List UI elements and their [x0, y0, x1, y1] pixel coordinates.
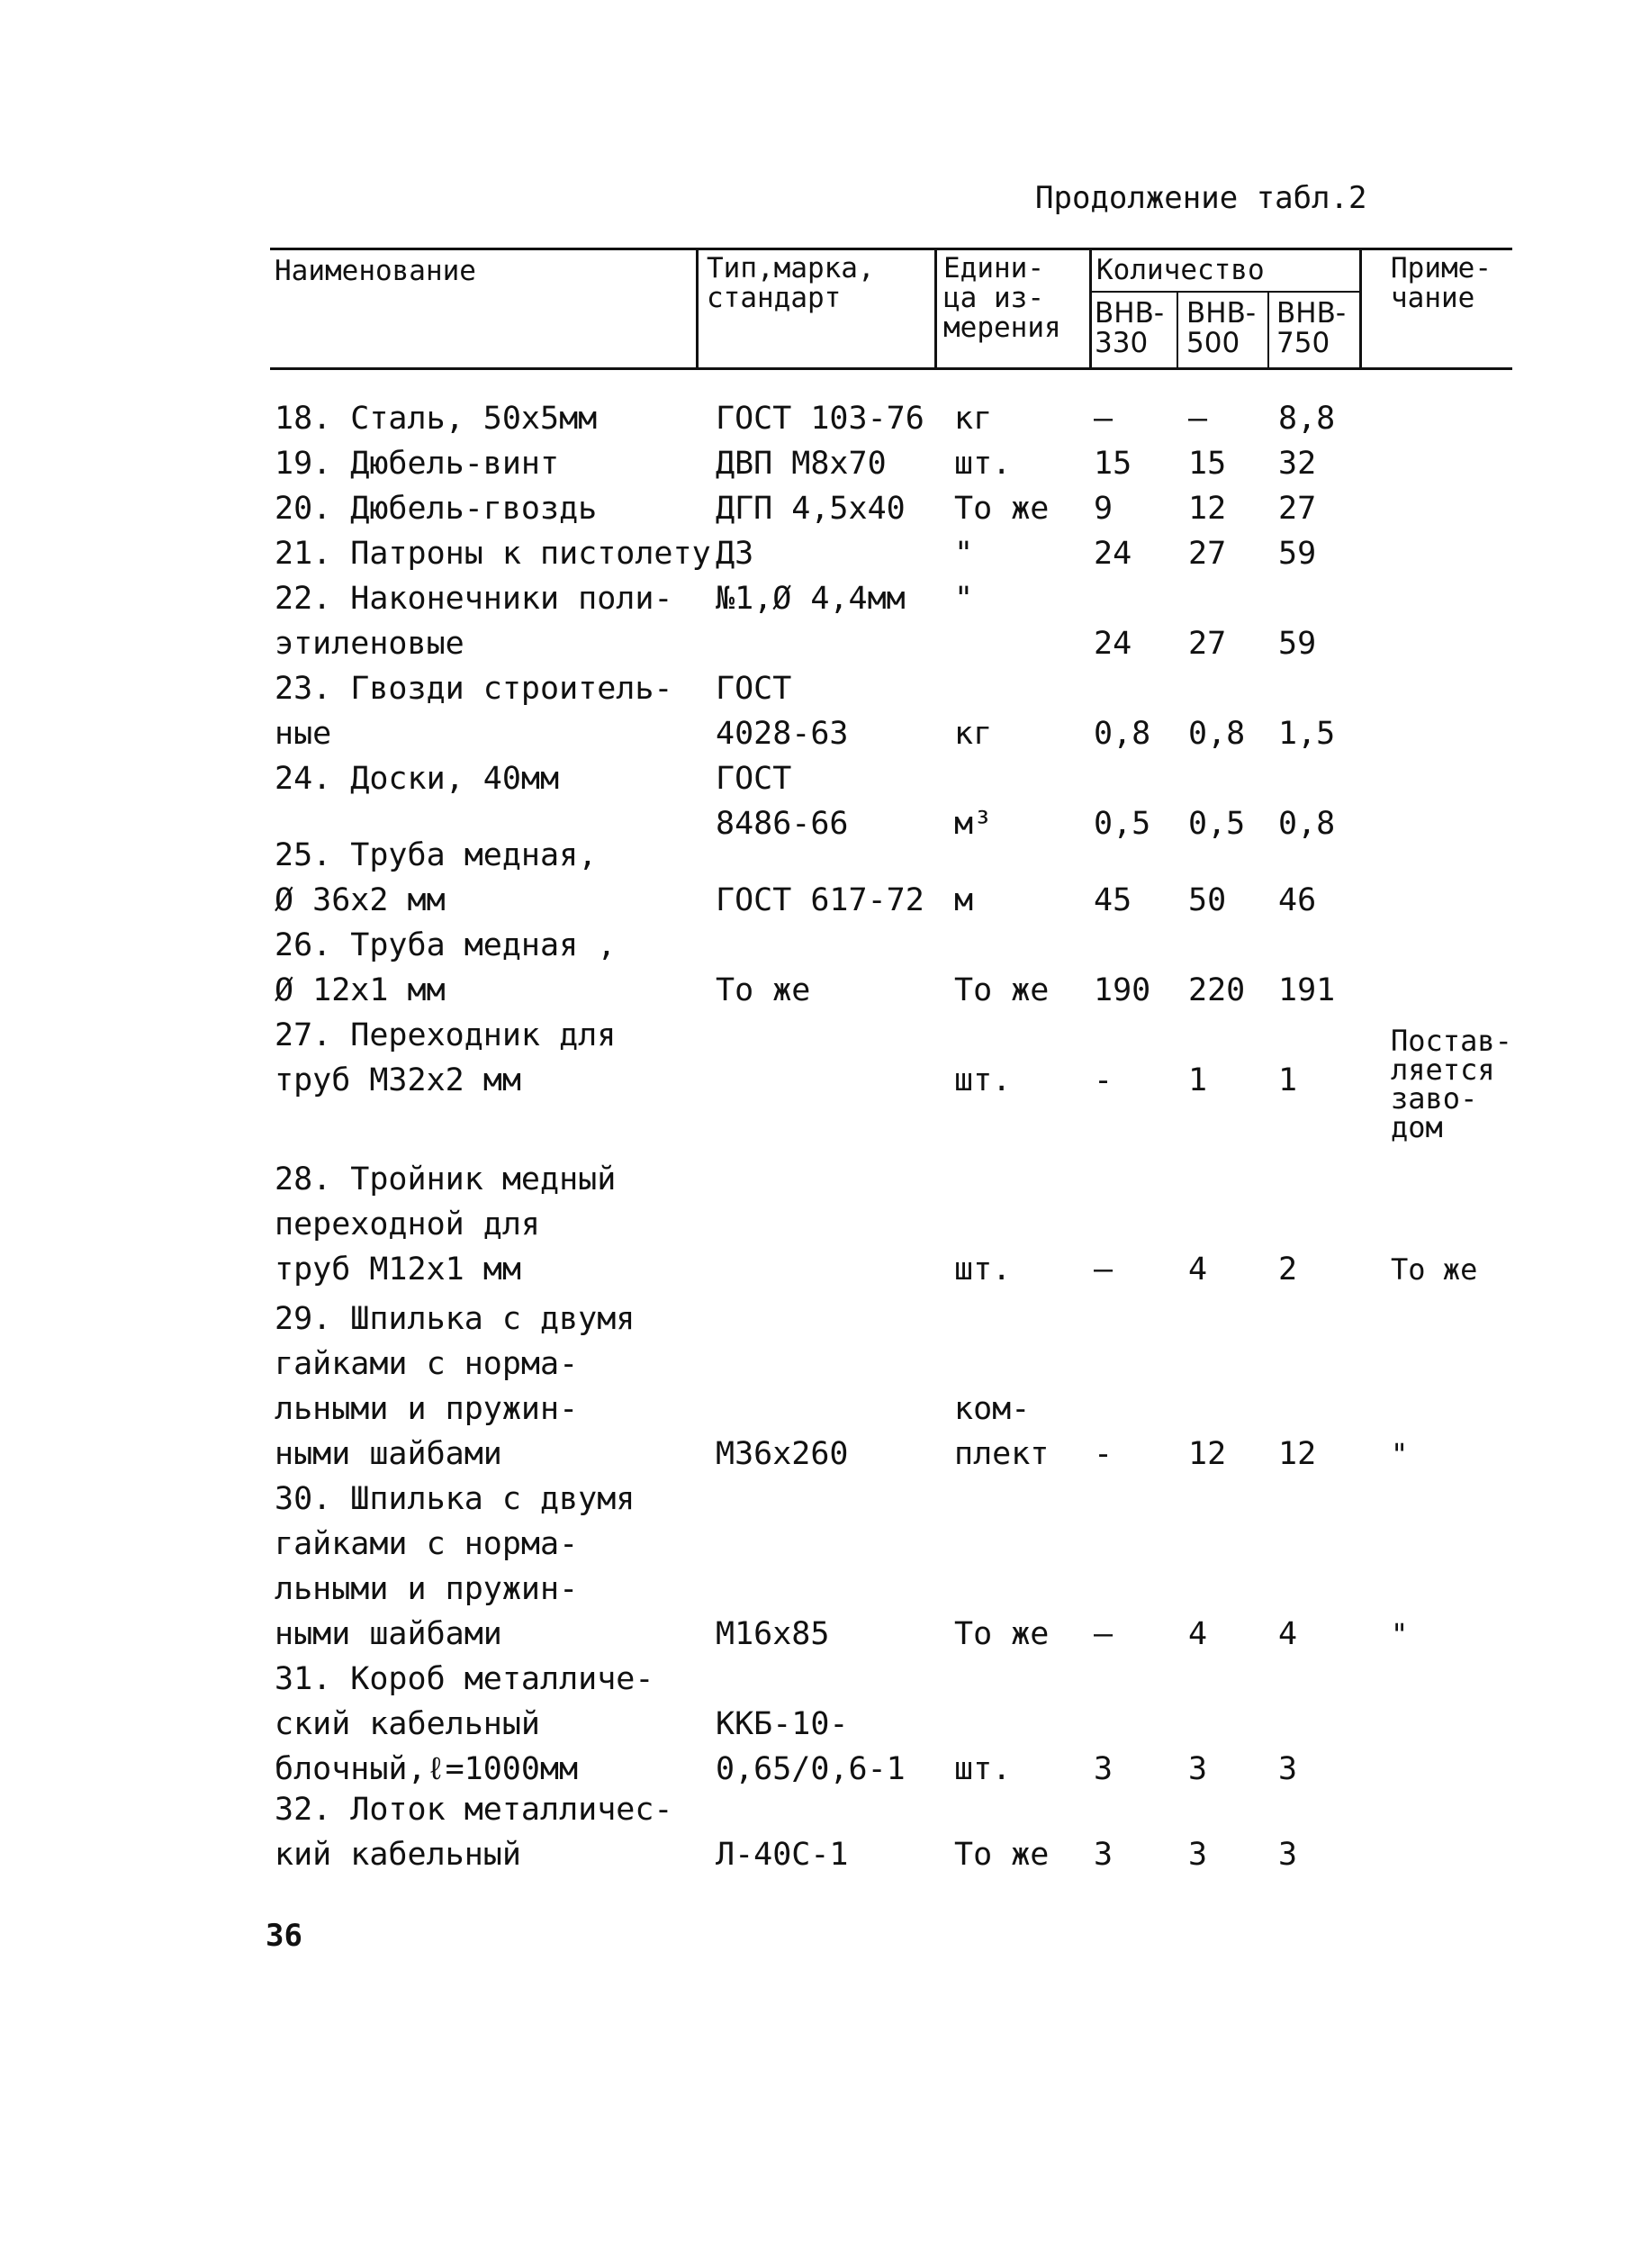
row-qty-q2: 12	[1188, 1436, 1227, 1472]
col-divider-3	[1089, 249, 1092, 367]
col-divider-5	[1267, 293, 1269, 367]
qty-divider-rule	[1089, 291, 1359, 293]
row-qty-q1: 45	[1094, 882, 1132, 918]
row-name: ными шайбами	[275, 1436, 502, 1472]
row-qty-q2: 3	[1188, 1837, 1208, 1873]
col-divider-1	[696, 249, 699, 367]
row-note: То же	[1391, 1252, 1478, 1287]
row-type: ДВП М8х70	[716, 446, 887, 482]
row-name: 28. Тройник медный	[275, 1161, 617, 1197]
row-name: 29. Шпилька с двумя	[275, 1301, 636, 1337]
row-unit: м	[954, 882, 974, 918]
row-name: 30. Шпилька с двумя	[275, 1481, 636, 1517]
header-model-line: ВНВ-	[1186, 297, 1257, 330]
row-name: ными шайбами	[275, 1616, 502, 1652]
row-unit: То же	[954, 491, 1050, 527]
page-number: 36	[266, 1918, 302, 1954]
row-name: гайками с норма-	[275, 1346, 579, 1382]
row-note: ляется	[1391, 1053, 1495, 1087]
header-unit-line: ца из-	[943, 282, 1044, 314]
row-type: ККБ-10-	[716, 1706, 849, 1742]
row-qty-q3: 59	[1278, 536, 1317, 572]
row-qty-q1: –	[1094, 1616, 1114, 1652]
row-name: труб М12х1 мм	[275, 1251, 521, 1288]
header-type	[707, 254, 875, 313]
row-qty-q3: 3	[1278, 1837, 1298, 1873]
row-qty-q3: 27	[1278, 491, 1317, 527]
header-model-line: ВНВ-	[1276, 297, 1347, 330]
header-model-line: 750	[1276, 327, 1330, 359]
row-type: 0,65/0,6-1	[716, 1751, 906, 1787]
row-name: 32. Лоток металличес-	[275, 1792, 673, 1828]
header-model-line: 330	[1095, 327, 1149, 359]
row-unit: м³	[954, 806, 993, 842]
row-type: М36х260	[716, 1436, 849, 1472]
row-type: 4028-63	[716, 716, 849, 752]
row-qty-q2: 4	[1188, 1616, 1208, 1652]
row-type: ГОСТ 103-76	[716, 401, 924, 437]
row-qty-q3: 3	[1278, 1751, 1298, 1787]
row-name: этиленовые	[275, 626, 464, 662]
header-name: Наименование	[275, 255, 476, 287]
header-model-line: 500	[1186, 327, 1240, 359]
row-qty-q2: 27	[1188, 536, 1227, 572]
row-name: Ø 36х2 мм	[275, 882, 446, 918]
row-qty-q1: 0,5	[1094, 806, 1151, 842]
header-qty: Количество	[1096, 254, 1265, 286]
row-qty-q3: 1,5	[1278, 716, 1336, 752]
row-unit: плект	[954, 1436, 1050, 1472]
row-qty-q3: 0,8	[1278, 806, 1336, 842]
row-name: 31. Короб металличе-	[275, 1661, 654, 1697]
col-divider-2	[934, 249, 937, 367]
row-name: 26. Труба медная ,	[275, 927, 617, 963]
row-qty-q1: -	[1094, 1062, 1114, 1098]
row-name: 18. Сталь, 50х5мм	[275, 401, 598, 437]
row-name: 22. Наконечники поли-	[275, 581, 673, 617]
row-qty-q1: 3	[1094, 1837, 1114, 1873]
row-name: 21. Патроны к пистолету	[275, 536, 711, 572]
row-name: переходной для	[275, 1206, 541, 1242]
header-type-line: стандарт	[707, 282, 842, 314]
header-unit-line: Едини-	[943, 252, 1044, 285]
row-qty-q1: 15	[1094, 446, 1132, 482]
row-name: блочный,ℓ=1000мм	[275, 1751, 579, 1787]
row-qty-q1: 9	[1094, 491, 1114, 527]
row-name: гайками с норма-	[275, 1526, 579, 1562]
header-unit	[943, 254, 1061, 343]
header-model-500	[1186, 299, 1256, 358]
row-name: труб М32х2 мм	[275, 1062, 521, 1098]
row-qty-q1: 0,8	[1094, 716, 1151, 752]
row-unit: То же	[954, 1837, 1050, 1873]
row-unit: шт.	[954, 1751, 1012, 1787]
row-type: ДГП 4,5х40	[716, 491, 906, 527]
header-bottom-rule	[270, 367, 1512, 370]
row-qty-q1: -	[1094, 1436, 1114, 1472]
row-type: ГОСТ 617-72	[716, 882, 924, 918]
row-qty-q3: 2	[1278, 1251, 1298, 1288]
header-model-line: ВНВ-	[1095, 297, 1165, 330]
row-qty-q2: 3	[1188, 1751, 1208, 1787]
row-qty-q2: 0,8	[1188, 716, 1246, 752]
row-type: ГОСТ	[716, 761, 792, 797]
row-unit: То же	[954, 972, 1050, 1008]
header-note-line: чание	[1391, 282, 1475, 314]
row-name: 19. Дюбель-винт	[275, 446, 560, 482]
row-qty-q3: 1	[1278, 1062, 1298, 1098]
row-qty-q3: 4	[1278, 1616, 1298, 1652]
col-divider-4	[1177, 293, 1178, 367]
row-qty-q2: 1	[1188, 1062, 1208, 1098]
header-note-line: Приме-	[1391, 252, 1492, 285]
row-name: 25. Труба медная,	[275, 837, 598, 873]
row-type: 8486-66	[716, 806, 849, 842]
row-qty-q2: 27	[1188, 626, 1227, 662]
row-qty-q3: 59	[1278, 626, 1317, 662]
row-name: 24. Доски, 40мм	[275, 761, 560, 797]
row-name: ные	[275, 716, 332, 752]
header-top-rule	[270, 248, 1512, 250]
row-unit: "	[954, 581, 974, 617]
row-qty-q2: 15	[1188, 446, 1227, 482]
col-divider-6	[1359, 249, 1362, 367]
row-name: 27. Переходник для	[275, 1017, 617, 1053]
row-qty-q2: 50	[1188, 882, 1227, 918]
row-note: заво-	[1391, 1081, 1478, 1116]
row-qty-q1: –	[1094, 401, 1114, 437]
table-caption: Продолжение табл.2	[1035, 180, 1367, 216]
row-unit: шт.	[954, 1251, 1012, 1288]
row-qty-q1: 24	[1094, 536, 1132, 572]
row-qty-q3: 46	[1278, 882, 1317, 918]
row-unit: шт.	[954, 1062, 1012, 1098]
row-qty-q1: 190	[1094, 972, 1151, 1008]
row-name: льными и пружин-	[275, 1571, 579, 1607]
row-qty-q2: 12	[1188, 491, 1227, 527]
row-type: Л-40С-1	[716, 1837, 849, 1873]
row-qty-q2: 0,5	[1188, 806, 1246, 842]
row-qty-q3: 191	[1278, 972, 1336, 1008]
header-model-750	[1276, 299, 1346, 358]
row-unit: ком-	[954, 1391, 1031, 1427]
row-name: 20. Дюбель-гвоздь	[275, 491, 598, 527]
row-name: 23. Гвозди строитель-	[275, 671, 673, 707]
row-unit: То же	[954, 1616, 1050, 1652]
row-qty-q3: 8,8	[1278, 401, 1336, 437]
row-qty-q3: 32	[1278, 446, 1317, 482]
row-type: ГОСТ	[716, 671, 792, 707]
row-name: льными и пружин-	[275, 1391, 579, 1427]
row-note: дом	[1391, 1110, 1443, 1144]
row-qty-q2: 4	[1188, 1251, 1208, 1288]
row-qty-q2: 220	[1188, 972, 1246, 1008]
row-name: ский кабельный	[275, 1706, 541, 1742]
row-qty-q1: 24	[1094, 626, 1132, 662]
row-type: То же	[716, 972, 811, 1008]
row-unit: кг	[954, 716, 993, 752]
row-name: Ø 12х1 мм	[275, 972, 446, 1008]
header-model-330	[1095, 299, 1164, 358]
row-note: Постав-	[1391, 1024, 1512, 1058]
row-note: "	[1391, 1437, 1409, 1471]
row-type: №1,Ø 4,4мм	[716, 581, 906, 617]
header-unit-line: мерения	[943, 312, 1061, 344]
row-type: М16х85	[716, 1616, 830, 1652]
row-name: кий кабельный	[275, 1837, 521, 1873]
row-qty-q3: 12	[1278, 1436, 1317, 1472]
row-unit: шт.	[954, 446, 1012, 482]
row-note: "	[1391, 1617, 1409, 1651]
row-qty-q2: –	[1188, 401, 1208, 437]
header-note	[1391, 254, 1492, 313]
row-unit: кг	[954, 401, 993, 437]
row-qty-q1: 3	[1094, 1751, 1114, 1787]
row-type: Д3	[716, 536, 754, 572]
row-qty-q1: –	[1094, 1251, 1114, 1288]
header-type-line: Тип,марка,	[707, 252, 875, 285]
row-unit: "	[954, 536, 974, 572]
